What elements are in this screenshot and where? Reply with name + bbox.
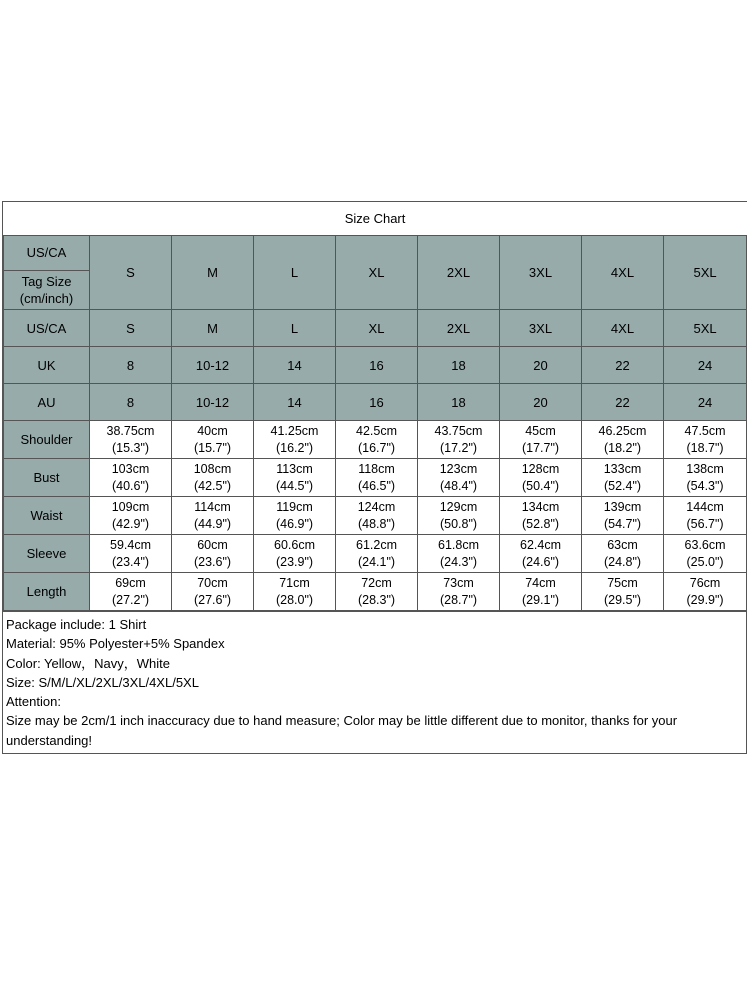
size-header-s: S <box>90 236 172 310</box>
cm-value: 59.4cm <box>110 537 151 552</box>
tag-size-header <box>4 236 90 310</box>
cm-value: 129cm <box>439 499 478 514</box>
measure-row-waist <box>4 497 747 535</box>
cm-value: 114cm <box>194 499 231 514</box>
note-line: Color: Yellow，Navy，White <box>6 655 171 671</box>
cm-value: 124cm <box>357 499 396 514</box>
inch-value: (50.4") <box>521 478 560 493</box>
measure-cell <box>336 535 418 573</box>
measure-cell <box>500 535 582 573</box>
size-chart-table <box>3 202 747 611</box>
measure-cell <box>336 421 418 459</box>
cm-value: 113cm <box>276 461 313 476</box>
size-chart <box>2 201 747 754</box>
measure-cell <box>418 497 500 535</box>
size-header-3xl: 3XL <box>500 236 582 310</box>
measure-cell <box>582 459 664 497</box>
size-cell: 14 <box>254 347 336 384</box>
measure-cell <box>582 421 664 459</box>
cm-value: 123cm <box>439 461 478 476</box>
measure-cell <box>254 459 336 497</box>
note-line: Attention: <box>6 694 61 710</box>
cm-value: 41.25cm <box>270 423 319 438</box>
measure-cell <box>664 535 747 573</box>
inch-value: (28.0") <box>275 592 314 607</box>
cm-value: 73cm <box>443 575 474 590</box>
inch-value: (18.7") <box>686 440 724 455</box>
size-header-l: L <box>254 236 336 310</box>
measure-cell <box>90 573 172 611</box>
inch-value: (24.3") <box>439 554 478 569</box>
size-cell: 10-12 <box>172 384 254 421</box>
cm-value: 134cm <box>521 499 560 514</box>
size-row-au <box>4 384 747 421</box>
inch-value: (56.7") <box>686 516 724 531</box>
row-label: Length <box>4 573 90 611</box>
measure-cell <box>172 573 254 611</box>
size-row-us-ca <box>4 310 747 347</box>
measure-cell <box>582 535 664 573</box>
size-header-5xl: 5XL <box>664 236 747 310</box>
cm-value: 138cm <box>686 461 724 476</box>
measure-cell <box>254 573 336 611</box>
size-cell: 20 <box>500 384 582 421</box>
size-cell: 8 <box>90 384 172 421</box>
row-label: Bust <box>4 459 90 497</box>
size-cell: S <box>90 310 172 347</box>
inch-value: (29.1") <box>521 592 560 607</box>
cm-value: 63.6cm <box>684 537 726 552</box>
size-cell: 14 <box>254 384 336 421</box>
cm-value: 60.6cm <box>274 537 315 552</box>
measure-cell <box>254 535 336 573</box>
cm-value: 47.5cm <box>684 423 726 438</box>
measure-row-bust <box>4 459 747 497</box>
inch-value: (44.9") <box>193 516 232 531</box>
cm-value: 45cm <box>525 423 556 438</box>
inch-value: (24.8") <box>603 554 642 569</box>
cm-value: 118cm <box>358 461 395 476</box>
inch-value: (50.8") <box>439 516 478 531</box>
inch-value: (40.6") <box>111 478 150 493</box>
measure-cell <box>254 497 336 535</box>
measure-cell <box>664 497 747 535</box>
note-line: Size: S/M/L/XL/2XL/3XL/4XL/5XL <box>6 674 199 690</box>
inch-value: (17.2") <box>439 440 478 455</box>
inch-value: (28.7") <box>439 592 478 607</box>
size-cell: 3XL <box>500 310 582 347</box>
measure-cell <box>500 497 582 535</box>
size-cell: 22 <box>582 384 664 421</box>
inch-value: (46.5") <box>357 478 396 493</box>
size-cell: 24 <box>664 347 747 384</box>
cm-value: 76cm <box>689 575 721 590</box>
cm-value: 75cm <box>607 575 638 590</box>
cm-value: 128cm <box>521 461 560 476</box>
inch-value: (18.2") <box>603 440 642 455</box>
inch-value: (23.6") <box>193 554 232 569</box>
inch-value: (24.6") <box>521 554 560 569</box>
size-cell: 18 <box>418 347 500 384</box>
measure-cell <box>500 459 582 497</box>
size-cell: 8 <box>90 347 172 384</box>
cm-value: 108cm <box>193 461 232 476</box>
row-label: Shoulder <box>4 421 90 459</box>
row-label: Sleeve <box>4 535 90 573</box>
cm-value: 38.75cm <box>106 423 155 438</box>
measure-cell <box>172 535 254 573</box>
inch-value: (15.3") <box>111 440 150 455</box>
cm-value: 119cm <box>276 499 313 514</box>
inch-value: (29.9") <box>686 592 724 607</box>
size-cell: 18 <box>418 384 500 421</box>
inch-value: (17.7") <box>521 440 560 455</box>
inch-value: (42.5") <box>193 478 232 493</box>
measure-cell <box>418 573 500 611</box>
measure-cell <box>418 459 500 497</box>
inch-value: (29.5") <box>603 592 642 607</box>
cm-value: 71cm <box>279 575 310 590</box>
inch-value: (54.7") <box>603 516 642 531</box>
inch-value: (46.9") <box>275 516 314 531</box>
inch-value: (48.8") <box>357 516 396 531</box>
measure-cell <box>172 421 254 459</box>
size-cell: 5XL <box>664 310 747 347</box>
measure-cell <box>336 573 418 611</box>
size-header-xl: XL <box>336 236 418 310</box>
cm-value: 42.5cm <box>356 423 397 438</box>
measure-cell <box>582 573 664 611</box>
size-cell: 16 <box>336 347 418 384</box>
measure-cell <box>254 421 336 459</box>
cm-value: 109cm <box>111 499 150 514</box>
size-cell: L <box>254 310 336 347</box>
inch-value: (24.1") <box>357 554 396 569</box>
inch-value: (27.6") <box>193 592 232 607</box>
size-row-uk <box>4 347 747 384</box>
inch-value: (28.3") <box>357 592 396 607</box>
inch-value: (16.7") <box>357 440 396 455</box>
measure-cell <box>90 535 172 573</box>
measure-cell <box>500 421 582 459</box>
note-line: Package include: 1 Shirt <box>6 617 147 632</box>
inch-value: (48.4") <box>439 478 478 493</box>
inch-value: (15.7") <box>193 440 232 455</box>
note-line: Size may be 2cm/1 inch inaccuracy due to hand measure; Color may be little different due to monitor, thanks for your understanding! <box>6 713 678 748</box>
inch-value: (44.5") <box>275 478 314 493</box>
row-label: Waist <box>4 497 90 535</box>
cm-value: 63cm <box>607 537 638 552</box>
measure-cell <box>664 573 747 611</box>
measure-row-shoulder <box>4 421 747 459</box>
inch-value: (27.2") <box>111 592 150 607</box>
measure-cell <box>664 421 747 459</box>
measure-cell <box>172 497 254 535</box>
inch-value: (23.4") <box>111 554 150 569</box>
cm-value: 103cm <box>111 461 150 476</box>
row-label: AU <box>4 384 90 421</box>
measure-cell <box>172 459 254 497</box>
size-header-4xl: 4XL <box>582 236 664 310</box>
size-cell: 20 <box>500 347 582 384</box>
measure-cell <box>500 573 582 611</box>
row-label: US/CA <box>4 310 90 347</box>
measure-cell <box>418 421 500 459</box>
size-cell: 10-12 <box>172 347 254 384</box>
row-label: UK <box>4 347 90 384</box>
measure-cell <box>664 459 747 497</box>
cm-value: 144cm <box>686 499 724 514</box>
measure-cell <box>418 535 500 573</box>
size-header-2xl: 2XL <box>418 236 500 310</box>
cm-value: 133cm <box>603 461 642 476</box>
measure-cell <box>336 497 418 535</box>
product-notes <box>3 611 746 753</box>
cm-value: 139cm <box>603 499 642 514</box>
measure-row-sleeve <box>4 535 747 573</box>
size-cell: 4XL <box>582 310 664 347</box>
inch-value: (25.0") <box>686 554 724 569</box>
cm-value: 46.25cm <box>598 423 647 438</box>
tag-size-label: Tag Size (cm/inch) <box>19 274 74 306</box>
size-cell: 22 <box>582 347 664 384</box>
inch-value: (52.4") <box>603 478 642 493</box>
size-cell: M <box>172 310 254 347</box>
size-cell: 24 <box>664 384 747 421</box>
inch-value: (52.8") <box>521 516 560 531</box>
cm-value: 61.2cm <box>356 537 397 552</box>
cm-value: 72cm <box>361 575 392 590</box>
size-cell: XL <box>336 310 418 347</box>
inch-value: (23.9") <box>275 554 314 569</box>
measure-cell <box>90 421 172 459</box>
measure-cell <box>582 497 664 535</box>
size-header-m: M <box>172 236 254 310</box>
chart-title: Size Chart <box>4 202 747 236</box>
cm-value: 62.4cm <box>520 537 561 552</box>
note-line: Material: 95% Polyester+5% Spandex <box>6 636 225 652</box>
cm-value: 60cm <box>197 537 228 552</box>
measure-cell <box>336 459 418 497</box>
usca-label: US/CA <box>4 236 89 271</box>
cm-value: 40cm <box>197 423 228 438</box>
cm-value: 61.8cm <box>438 537 479 552</box>
cm-value: 69cm <box>115 575 146 590</box>
inch-value: (42.9") <box>111 516 150 531</box>
cm-value: 74cm <box>525 575 556 590</box>
inch-value: (16.2") <box>275 440 314 455</box>
measure-cell <box>90 497 172 535</box>
size-cell: 2XL <box>418 310 500 347</box>
cm-value: 70cm <box>197 575 228 590</box>
measure-row-length <box>4 573 747 611</box>
cm-value: 43.75cm <box>434 423 483 438</box>
inch-value: (54.3") <box>686 478 724 493</box>
size-cell: 16 <box>336 384 418 421</box>
measure-cell <box>90 459 172 497</box>
